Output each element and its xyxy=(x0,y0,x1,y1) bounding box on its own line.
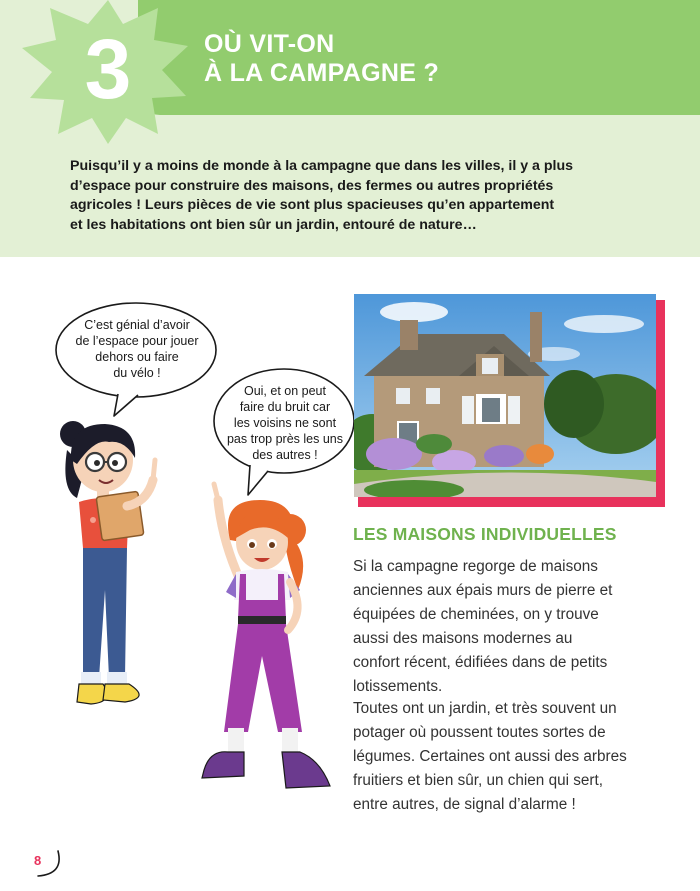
bubble-line: C’est génial d’avoir xyxy=(84,318,190,332)
intro-line: et les habitations ont bien sûr un jardin, entouré de nature… xyxy=(70,216,477,233)
bubble-line: faire du bruit car xyxy=(239,400,331,414)
bubble-line: les voisins ne sont xyxy=(233,416,337,430)
bubble-line: de l’espace pour jouer xyxy=(75,334,199,348)
bubble-line: des autres ! xyxy=(252,448,318,462)
paragraph-line: fruitiers et bien sûr, un chien qui sert, xyxy=(353,772,603,789)
speech-bubble-right-text xyxy=(210,383,360,463)
chapter-title-line: À LA CAMPAGNE ? xyxy=(204,59,440,87)
section-heading: LES MAISONS INDIVIDUELLES xyxy=(353,524,617,544)
paragraph-line: lotissements. xyxy=(353,678,443,695)
bubble-line: dehors ou faire xyxy=(95,350,179,364)
paragraph-line: Toutes ont un jardin, et très souvent un xyxy=(353,700,617,717)
paragraph-line: aussi des maisons modernes au xyxy=(353,630,573,647)
intro-line: d’espace pour construire des maisons, des fermes ou autres propriétés xyxy=(70,177,554,194)
bubble-line: pas trop près les uns xyxy=(226,432,344,446)
article-paragraph-1 xyxy=(353,555,683,699)
article-paragraph-2 xyxy=(353,697,683,817)
girl-with-glasses-illustration xyxy=(55,410,165,725)
intro-line: agricoles ! Leurs pièces de vie sont plus spacieuses qu’en appartement xyxy=(70,197,555,213)
chapter-title-line: OÙ VIT-ON xyxy=(204,30,335,58)
country-house-photo xyxy=(354,294,656,497)
chapter-number: 3 xyxy=(84,22,132,116)
paragraph-line: confort récent, édifiées dans de petits xyxy=(353,654,608,671)
paragraph-line: équipées de cheminées, on y trouve xyxy=(353,606,599,623)
paragraph-line: Si la campagne regorge de maisons xyxy=(353,558,598,575)
red-haired-girl-illustration xyxy=(190,470,340,800)
bubble-line: du vélo ! xyxy=(113,366,161,380)
paragraph-line: potager où poussent toutes sortes de xyxy=(353,724,606,741)
intro-paragraph xyxy=(70,157,610,235)
paragraph-line: entre autres, de signal d’alarme ! xyxy=(353,796,576,813)
bubble-line: Oui, et on peut xyxy=(243,384,326,398)
paragraph-line: anciennes aux épais murs de pierre et xyxy=(353,582,613,599)
speech-bubble-left-text xyxy=(52,317,222,381)
intro-line: Puisqu’il y a moins de monde à la campagne que dans les villes, il y a plus xyxy=(70,158,574,174)
chapter-title xyxy=(204,30,674,88)
paragraph-line: légumes. Certaines ont aussi des arbres xyxy=(353,748,627,765)
page-number: 8 xyxy=(34,853,42,868)
